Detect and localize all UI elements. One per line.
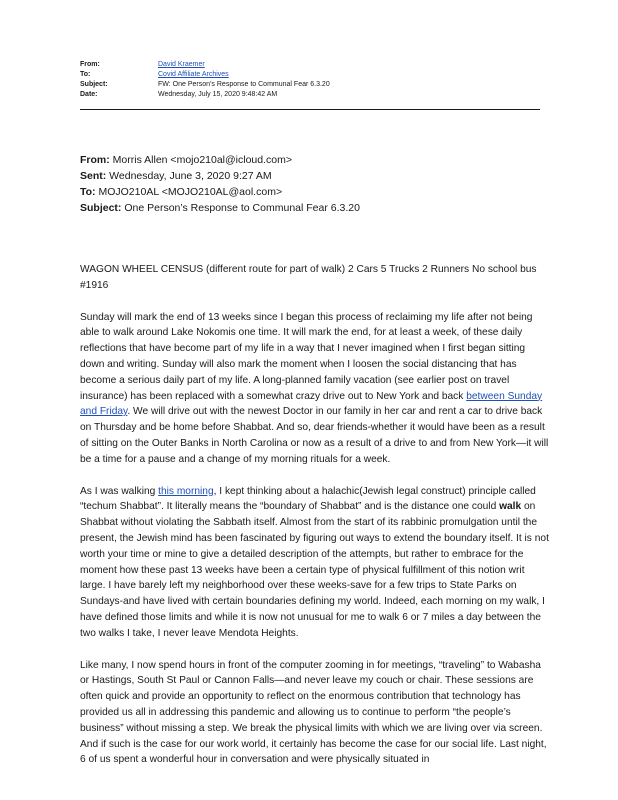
forwarded-header: [80, 152, 550, 216]
between-sunday-friday-link[interactable]: between Sunday and Friday: [80, 390, 543, 418]
header-date-value: Wednesday, July 15, 2020 9:48:42 AM: [158, 91, 278, 98]
header-divider: [80, 109, 540, 110]
fwd-to-value: MOJO210AL <MOJO210AL@aol.com>: [98, 186, 283, 198]
header-to-row: [80, 70, 540, 80]
fwd-sent-row: [80, 168, 550, 184]
header-date-row: [80, 90, 540, 100]
header-from-row: [80, 60, 540, 70]
header-subject-row: [80, 80, 540, 90]
fwd-sent-label: Sent:: [80, 170, 107, 182]
paragraph-1-text-a: Sunday will mark the end of 13 weeks since I began this process of reclaiming my life after not being able to walk around Lake Nokomis one time. It will mark the end, for at least a week, of these daily reflections that have become part of my life in a way that I never imagined when I first began sitting down and writing. Sunday will also mark the moment when I loosen the social distancing that has become a serious daily part of my life. A long-planned family vacation (see earlier post on travel insurance) has been replaced with a somewhat crazy drive out to New York and back: [80, 311, 533, 402]
fwd-sent-value: Wednesday, June 3, 2020 9:27 AM: [109, 170, 272, 182]
this-morning-link[interactable]: this morning: [158, 485, 214, 497]
fwd-to-row: [80, 184, 550, 200]
census-line: WAGON WHEEL CENSUS (different route for part of walk) 2 Cars 5 Trucks 2 Runners No school bus #1916: [80, 264, 537, 291]
paragraph-2: [80, 484, 552, 642]
fwd-subject-value: One Person’s Response to Communal Fear 6.3.20: [124, 202, 360, 214]
fwd-subject-label: Subject:: [80, 202, 122, 214]
paragraph-2-text-b: , I kept thinking about a halachic(Jewish legal construct) principle called “techum Shabbat”. It literally means the “boundary of Shabbat” and is the distance one could: [80, 485, 536, 513]
paragraph-3: Like many, I now spend hours in front of the computer zooming in for meetings, “traveling” to Wabasha or Hastings, South St Paul or Cannon Falls—and never leave my couch or chair. These sessions are often quick and provide an opportunity to reflect on the enormous contribution that technology has provided us all in addressing this pandemic and allowing us to continue to perform “the people’s business” without missing a step. We break the physical limits with which we are living over via screen. And if such is the case for our work world, it certainly has become the case for our social life. Last night, 6 of us spent a wonderful hour in conversation and were physically situated in: [80, 659, 547, 766]
email-body: [80, 262, 552, 784]
header-from-link[interactable]: David Kraemer: [158, 61, 205, 68]
fwd-from-value: Morris Allen <mojo210al@icloud.com>: [112, 154, 292, 166]
fwd-from-label: From:: [80, 154, 110, 166]
fwd-subject-row: [80, 200, 550, 216]
header-date-label: Date:: [80, 91, 98, 98]
header-to-link[interactable]: Covid Affiliate Archives: [158, 71, 229, 78]
email-header: [80, 60, 540, 100]
header-from-label: From:: [80, 61, 100, 68]
header-subject-label: Subject:: [80, 81, 108, 88]
paragraph-2-text-a: As I was walking: [80, 485, 159, 497]
paragraph-1: [80, 310, 552, 468]
paragraph-2-bold-walk: walk: [499, 501, 522, 513]
paragraph-1-text-b: . We will drive out with the newest Doctor in our family in her car and rent a car to drive back on Thursday and be home before Shabbat. And so, dear friends-whether it would have been as a result of sitting on the Outer Banks in North Carolina or now as a result of a drive to and from New York—it will be a time for a pause and a change of my morning rituals for a week.: [80, 406, 549, 465]
fwd-to-label: To:: [80, 186, 96, 198]
fwd-from-row: [80, 152, 550, 168]
header-subject-value: FW: One Person’s Response to Communal Fear 6.3.20: [158, 81, 330, 88]
header-to-label: To:: [80, 71, 91, 78]
paragraph-2-text-c: on Shabbat without violating the Sabbath itself. Almost from the start of its rabbinic promulgation until the present, the Jewish mind has been fascinated by figuring out ways to extend the boundary itself. It is not worth your time or mine to give a detailed description of the attempts, but rather to embrace for the moment how these past 13 weeks have been a certain type of physical fulfillment of this notion writ large. I have barely left my neighborhood over these weeks-save for a few trips to State Parks on Sundays-and have lived with certain boundaries defining my world. Indeed, each morning on my walk, I have defined those limits and while it is now not unusual for me to walk 6 or 7 miles a day between the two walks I take, I never leave Mendota Heights.: [80, 501, 549, 639]
